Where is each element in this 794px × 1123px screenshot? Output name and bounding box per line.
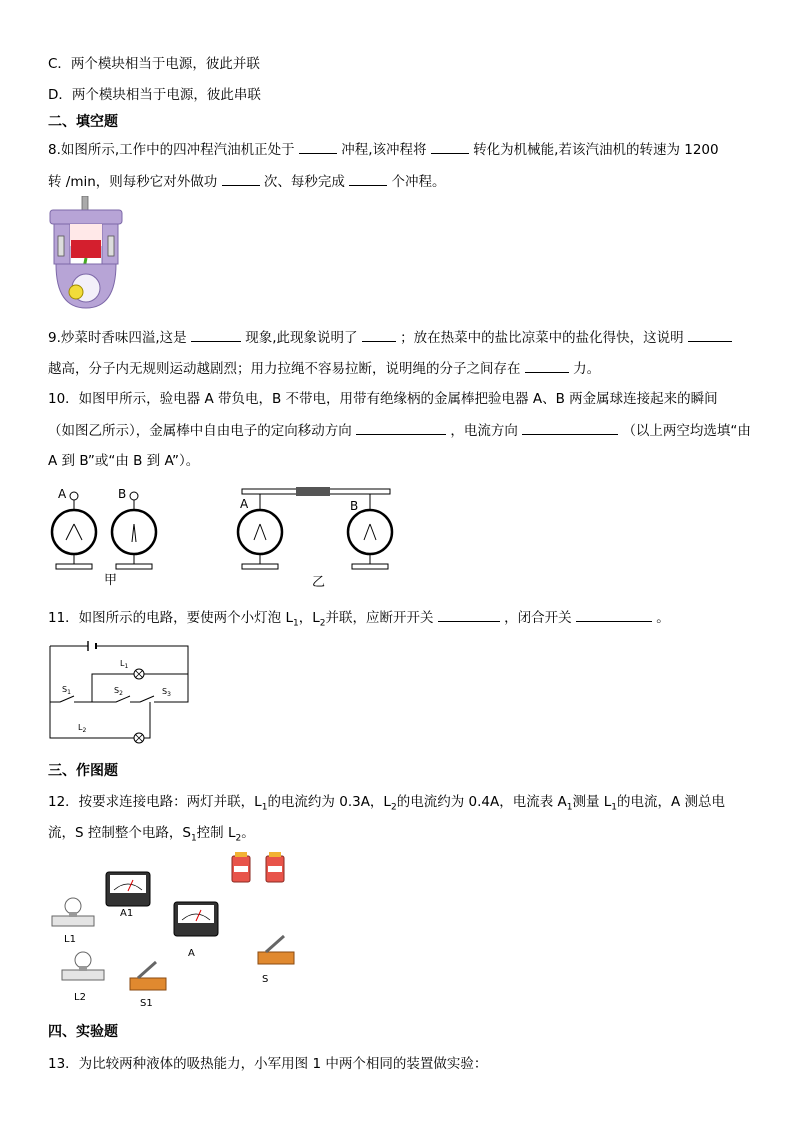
svg-text:S2 (114, 686, 123, 697)
q12-sub-2: 2 (390, 802, 397, 813)
section-fill-heading: 二、填空题 (48, 114, 118, 130)
svg-text:L2 (78, 723, 86, 734)
label-b-yi: B (350, 499, 359, 513)
q8-text-2: 冲程,该冲程将 (341, 142, 427, 158)
q8-line1 (48, 140, 719, 159)
option-c: C．两个模块相当于电源，彼此并联 (48, 56, 260, 72)
q10-line2 (48, 421, 751, 440)
q8-text-3: 转化为机械能,若该汽油机的转速为 1200 (473, 142, 719, 158)
q10-text-2: （如图乙所示），金属棒中自由电子的定向移动方向 (48, 423, 352, 439)
label-yi: 乙 (312, 575, 326, 590)
q12-sub-3: 1 (566, 802, 573, 813)
ammeter-a-icon (174, 902, 218, 936)
q11-line1 (48, 608, 670, 633)
q9-text-5: 力。 (573, 361, 601, 377)
q11-sub-1: 1 (293, 618, 299, 629)
bulb-l2-icon (62, 952, 104, 980)
q9-blank-1[interactable] (191, 328, 241, 342)
q9-blank-4[interactable] (525, 359, 569, 373)
label-s2: S (114, 686, 120, 695)
switch-s1-icon (130, 962, 166, 990)
battery-icon (266, 852, 284, 882)
bulb-l1-icon (52, 898, 94, 926)
q9-blank-3[interactable] (688, 328, 732, 342)
q11-sub-2: 2 (319, 618, 326, 629)
q12-text-6: 流，S 控制整个电路，S (48, 825, 191, 841)
q8-blank-3[interactable] (222, 172, 260, 186)
label-b-jia: B (118, 487, 127, 501)
q12-sub-1: 1 (261, 802, 268, 813)
label-s: S (262, 974, 269, 985)
label-s2-sub: 2 (119, 690, 123, 697)
q12-sub-4: 1 (611, 802, 618, 813)
ammeter-a1-icon (106, 872, 150, 906)
q12-text-5: 的电流，A 测总电 (617, 794, 726, 810)
switch-s-icon (258, 936, 294, 964)
label-s1: S1 (140, 998, 153, 1009)
q8-text-5: 次、每秒完成 (263, 174, 345, 190)
q11-text-1: 11．如图所示的电路，要使两个小灯泡 L (48, 610, 293, 626)
q9-text-1: 9.炒菜时香味四溢,这是 (48, 330, 187, 346)
label-l1: L1 (64, 934, 76, 945)
q10-blank-1[interactable] (356, 421, 446, 435)
q10-text-3: ，电流方向 (450, 423, 518, 439)
q8-blank-1[interactable] (299, 140, 337, 154)
electroscope-figure (46, 484, 396, 594)
label-l1-sub: 1 (124, 663, 129, 670)
q11-blank-2[interactable] (576, 608, 652, 622)
battery-icon (232, 852, 250, 882)
label-s3: S (162, 687, 168, 696)
engine-figure (46, 196, 126, 314)
q12-text-1: 12．按要求连接电路：两灯并联，L (48, 794, 262, 810)
label-l2-sub: 2 (82, 727, 87, 734)
q11-blank-1[interactable] (438, 608, 500, 622)
q8-line2 (48, 172, 445, 191)
q12-text-2: 的电流约为 0.3A，L (267, 794, 391, 810)
label-a1: A1 (120, 908, 134, 919)
label-l1: L (120, 659, 125, 668)
q12-text-8: 。 (241, 825, 255, 841)
q12-text-4: 测量 L (572, 794, 612, 810)
section-experiment-heading: 四、实验题 (48, 1024, 118, 1040)
q8-blank-4[interactable] (349, 172, 387, 186)
metal-rod (242, 487, 390, 496)
q11-text-4: ，闭合开关 (504, 610, 572, 626)
q8-text-1: 8.如图所示,工作中的四冲程汽油机正处于 (48, 142, 295, 158)
svg-text:S1 (62, 685, 71, 696)
electroscope-b-jia (112, 492, 156, 569)
q11-text-2: ，L (298, 610, 320, 626)
q12-line1 (48, 793, 725, 817)
q9-blank-2[interactable] (362, 328, 396, 342)
label-a-yi: A (240, 497, 249, 511)
label-a: A (188, 948, 195, 959)
q8-text-6: 个冲程。 (391, 174, 446, 190)
label-s1: S (62, 685, 68, 694)
label-jia: 甲 (104, 573, 118, 588)
q10-line1: 10．如图甲所示，验电器 A 带负电，B 不带电，用带有绝缘柄的金属棒把验电器 A、B 两金属球连接起来的瞬间 (48, 391, 718, 407)
label-s3-sub: 3 (167, 691, 171, 698)
label-s1-sub: 1 (67, 689, 71, 696)
q9-text-2: 现象,此现象说明了 (245, 330, 358, 346)
svg-text:S3 (162, 687, 171, 698)
q10-text-4: （以上两空均选填“由 (622, 423, 751, 439)
label-a-jia: A (58, 487, 67, 501)
electroscope-a-jia (52, 492, 96, 569)
q9-text-4: 越高，分子内无规则运动越剧烈；用力拉绳不容易拉断，说明绳的分子之间存在 (48, 361, 521, 377)
q9-line2 (48, 359, 600, 378)
components-figure (46, 850, 316, 1012)
q10-blank-2[interactable] (522, 421, 618, 435)
option-d: D．两个模块相当于电源，彼此串联 (48, 87, 261, 103)
label-l2: L (78, 723, 83, 732)
q9-line1 (48, 328, 732, 347)
q12-sub-7: 2 (235, 833, 242, 844)
q8-text-4: 转 /min，则每秒它对外做功 (48, 174, 218, 190)
q13-line1: 13．为比较两种液体的吸热能力，小军用图 1 中两个相同的装置做实验： (48, 1056, 488, 1072)
section-draw-heading: 三、作图题 (48, 763, 118, 779)
q8-blank-2[interactable] (431, 140, 469, 154)
q12-text-7: 控制 L (196, 825, 236, 841)
q11-text-3: 并联，应断开开关 (325, 610, 434, 626)
q11-text-5: 。 (656, 610, 670, 626)
q12-sub-6: 1 (190, 833, 197, 844)
q9-text-3: ；放在热菜中的盐比凉菜中的盐化得快，这说明 (400, 330, 684, 346)
q12-text-3: 的电流约为 0.4A，电流表 A (396, 794, 567, 810)
q10-line3: A 到 B”或“由 B 到 A”）。 (48, 453, 200, 469)
svg-text:L1 (120, 659, 128, 670)
label-l2: L2 (74, 992, 86, 1003)
q12-line2 (48, 824, 255, 848)
circuit-figure (46, 638, 196, 748)
